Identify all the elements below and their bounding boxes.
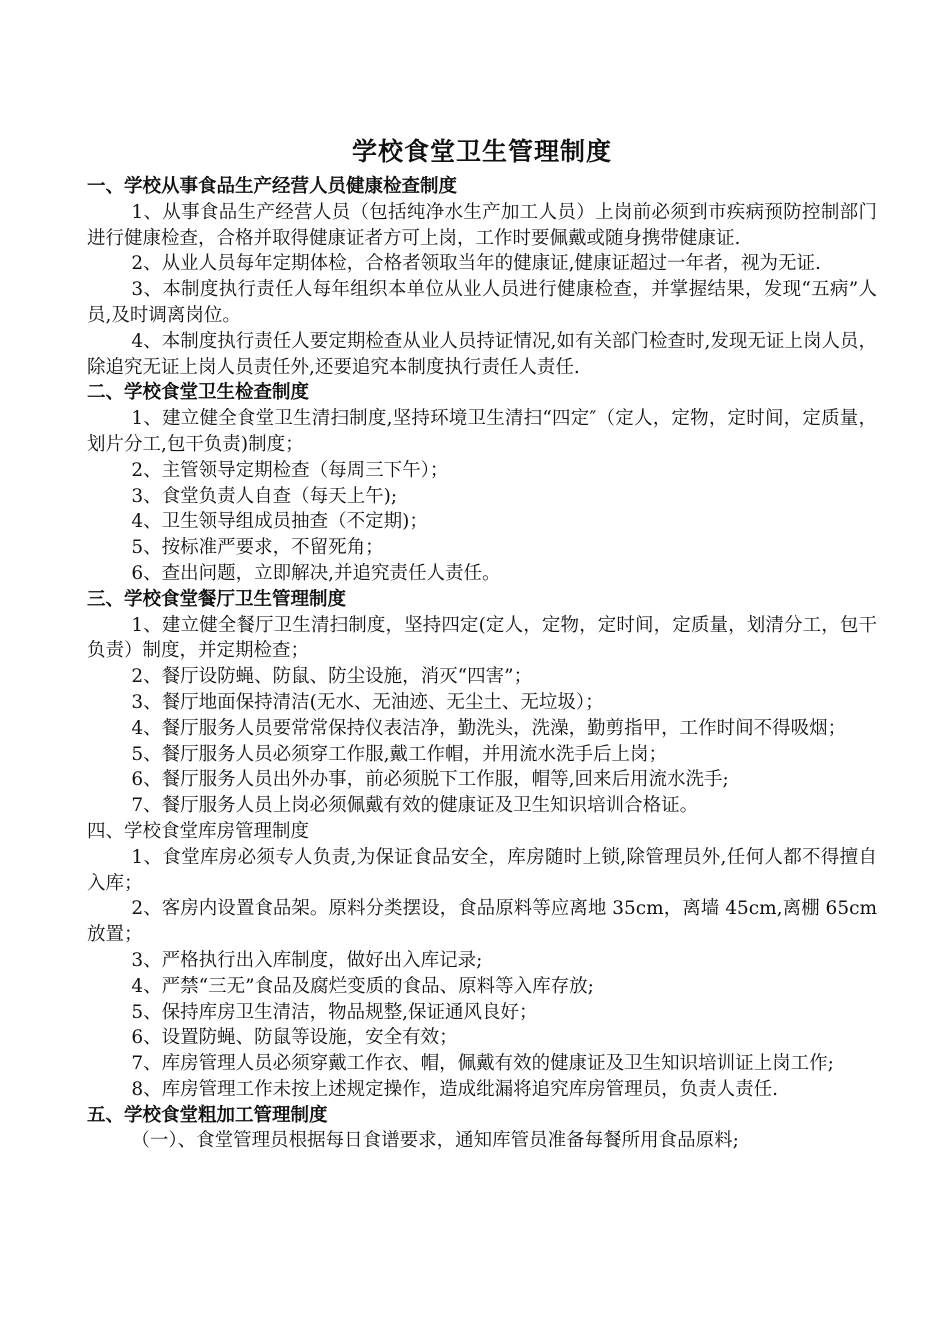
section-item: 5、保持库房卫生清洁，物品规整,保证通风良好； <box>131 1001 538 1023</box>
section-item: （一）、食堂管理员根据每日食谱要求，通知库管员准备每餐所用食品原料; <box>131 1130 739 1152</box>
section-item: 4、严禁“三无”食品及腐烂变质的食品、原料等入库存放; <box>131 975 594 997</box>
section <box>87 174 877 380</box>
section-item: 6、查出问题，立即解决,并追究责任人责任。 <box>131 562 501 584</box>
section-item: 2、主管领导定期检查（每周三下午）； <box>131 459 449 481</box>
section-item: 6、设置防蝇、防鼠等设施，安全有效； <box>131 1027 458 1049</box>
section <box>87 819 877 1103</box>
section-item: 3、严格执行出入库制度，做好出入库记录; <box>131 949 483 971</box>
document-body <box>87 174 877 1154</box>
section-item: 2、客房内设置食品架。原料分类摆设，食品原料等应离地 35cm，离墙 45cm,离棚 65cm放置； <box>87 898 877 946</box>
section-item: 4、本制度执行责任人要定期检查从业人员持证情况,如有关部门检查时,发现无证上岗人员，除追究无证上岗人员责任外,还要追究本制度执行责任人责任. <box>87 330 877 378</box>
section-item: 1、从事食品生产经营人员（包括纯净水生产加工人员）上岗前必须到市疾病预防控制部门进行健康检查，合格并取得健康证者方可上岗，工作时要佩戴或随身携带健康证. <box>87 201 877 249</box>
section <box>87 380 877 586</box>
section-item: 2、餐厅设防蝇、防鼠、防尘设施，消灭“四害”； <box>131 666 533 688</box>
section-item: 6、餐厅服务人员出外办事，前必须脱下工作服，帽等,回来后用流水洗手; <box>131 769 729 791</box>
section-item: 4、餐厅服务人员要常常保持仪表洁净，勤洗头，洗澡，勤剪指甲，工作时间不得吸烟； <box>131 717 847 739</box>
document-title: 学校食堂卫生管理制度 <box>351 137 612 166</box>
section-item: 3、餐厅地面保持清洁(无水、无油迹、无尘土、无垃圾）； <box>131 691 604 713</box>
section-item: 1、建立健全餐厅卫生清扫制度，坚持四定(定人，定物，定时间，定质量，划清分工，包干负责）制度，并定期检查； <box>87 614 877 662</box>
section-item: 3、本制度执行责任人每年组织本单位从业人员进行健康检查，并掌握结果，发现“五病”人员,及时调离岗位。 <box>87 279 877 326</box>
section <box>87 587 877 819</box>
section-item: 2、从业人员每年定期体检，合格者领取当年的健康证,健康证超过一年者，视为无证. <box>131 253 821 275</box>
section-heading: 二、学校食堂卫生检查制度 <box>87 382 310 404</box>
section-item: 7、餐厅服务人员上岗必须佩戴有效的健康证及卫生知识培训合格证。 <box>131 795 699 817</box>
section-heading: 一、学校从事食品生产经营人员健康检查制度 <box>87 176 458 197</box>
document-page <box>87 133 877 1154</box>
section-heading: 三、学校食堂餐厅卫生管理制度 <box>87 588 347 610</box>
section-heading: 四、学校食堂库房管理制度 <box>87 820 310 842</box>
section-heading: 五、学校食堂粗加工管理制度 <box>87 1104 328 1126</box>
section-item: 3、食堂负责人自查（每天上午); <box>131 485 398 507</box>
section-item: 4、卫生领导组成员抽查（不定期)； <box>131 511 428 533</box>
section-item: 7、库房管理人员必须穿戴工作衣、帽，佩戴有效的健康证及卫生知识培训证上岗工作; <box>131 1053 834 1075</box>
section-item: 1、食堂库房必须专人负责,为保证食品安全，库房随时上锁,除管理员外,任何人都不得擅自入库； <box>87 846 877 894</box>
section-item: 5、餐厅服务人员必须穿工作服,戴工作帽，并用流水洗手后上岗； <box>131 743 668 765</box>
section-item: 5、按标准严要求，不留死角； <box>131 537 384 559</box>
section-item: 8、库房管理工作未按上述规定操作，造成纰漏将追究库房管理员，负责人责任. <box>131 1078 779 1100</box>
section-item: 1、建立健全食堂卫生清扫制度,坚持环境卫生清扫“四定″（定人，定物，定时间，定质量，划片分工,包干负责)制度； <box>87 408 877 455</box>
section <box>87 1103 877 1155</box>
